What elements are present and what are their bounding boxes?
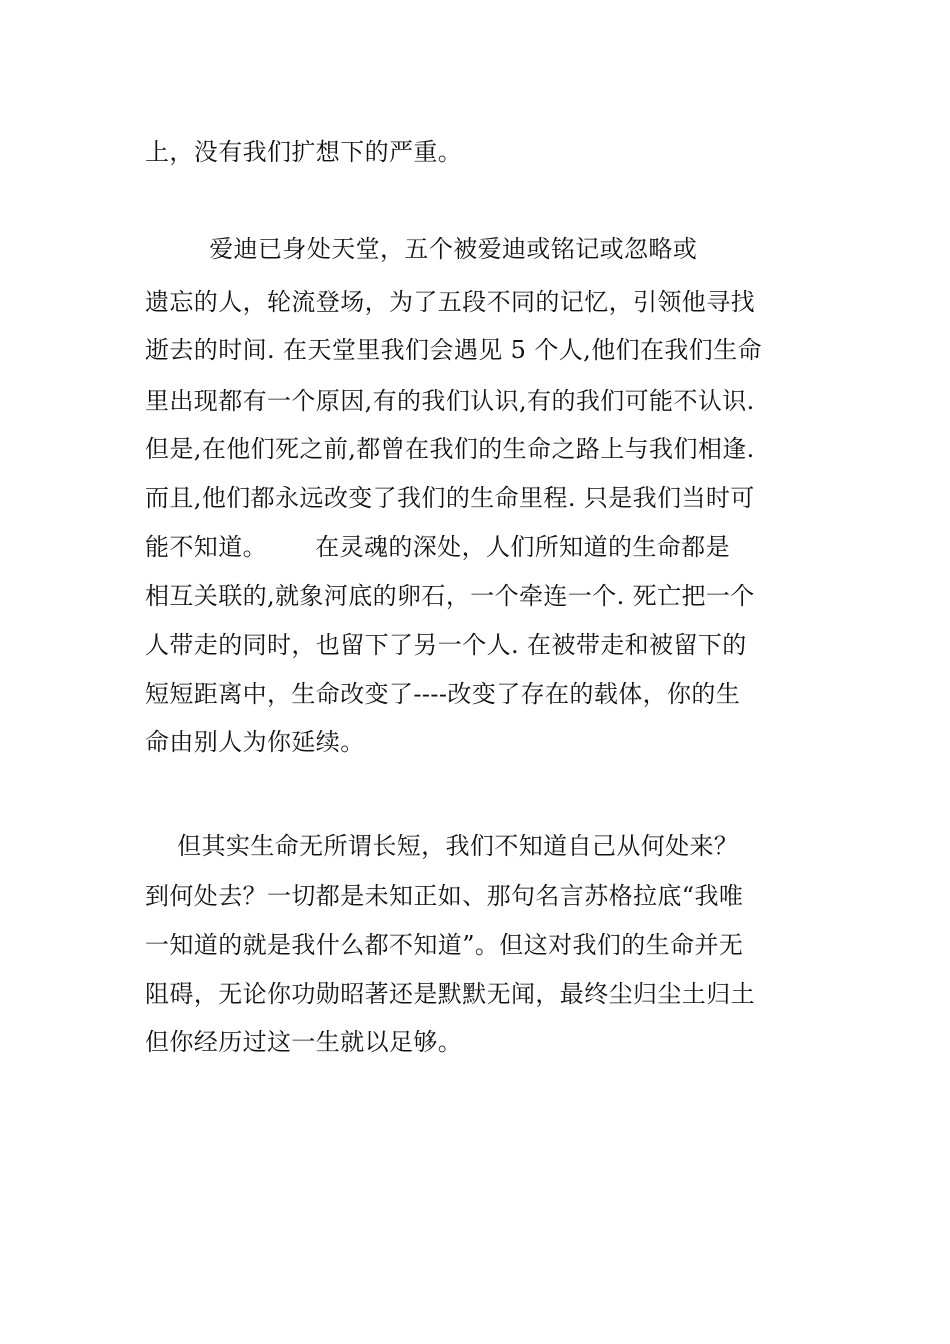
text-line: 爱迪已身处天堂，五个被爱迪或铭记或忽略或 [145,235,698,263]
text-line: 遗忘的人，轮流登场，为了五段不同的记忆，引领他寻找 [145,288,755,316]
text-line: 命由别人为你延续。 [145,728,365,756]
text-line: 但你经历过这一生就以足够。 [145,1028,463,1056]
text-line: 到何处去？一切都是未知正如、那句名言苏格拉底“我唯 [145,882,744,910]
text-line: 但是,在他们死之前,都曾在我们的生命之路上与我们相逢. [145,435,755,463]
text-line: 上，没有我们扩想下的严重。 [145,138,463,166]
text-line: 人带走的同时，也留下了另一个人. 在被带走和被留下的 [145,631,747,659]
text-line: 阻碍，无论你功勋昭著还是默默无闻，最终尘归尘土归土 [145,980,755,1008]
text-line: 而且,他们都永远改变了我们的生命里程. 只是我们当时可 [145,484,755,512]
text-line: 相互关联的,就象河底的卵石，一个牵连一个. 死亡把一个 [145,582,755,610]
text-line: 一知道的就是我什么都不知道”。但这对我们的生命并无 [145,931,744,959]
text-line: 里出现都有一个原因,有的我们认识,有的我们可能不认识. [145,387,755,415]
text-line: 短短距离中，生命改变了----改变了存在的载体，你的生 [145,680,741,708]
text-line: 但其实生命无所谓长短，我们不知道自己从何处来？ [145,832,739,860]
text-line: 能不知道。 在灵魂的深处，人们所知道的生命都是 [145,533,730,561]
text-line: 逝去的时间. 在天堂里我们会遇见 5 个人,他们在我们生命 [145,336,763,364]
